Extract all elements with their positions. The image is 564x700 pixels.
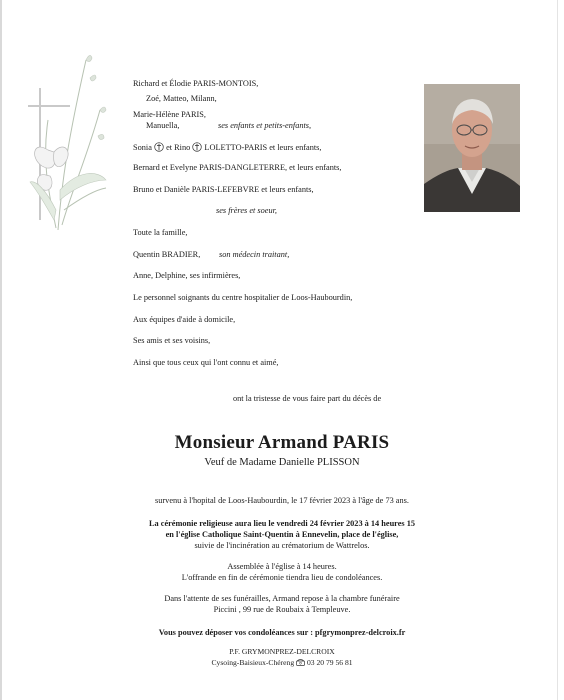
family-line-4-relation: ses enfants et petits-enfants, <box>218 121 312 130</box>
family-line-6: Bernard et Evelyne PARIS-DANGLETERRE, et leurs enfants, <box>133 163 342 172</box>
family-line-5 <box>133 142 322 152</box>
deceased-first-name: Monsieur Armand <box>174 432 328 453</box>
family-line-10-name: Quentin BRADIER, <box>133 250 201 259</box>
family-line-5-sonia: Sonia <box>133 143 152 152</box>
cross-in-circle-icon <box>154 142 164 152</box>
funeral-home-location: Cysoing-Baisieux-Chéreng <box>211 658 295 667</box>
ceremony-line-2: en l'église Catholique Saint-Quentin à Ennevelin, place de l'église, <box>165 530 399 539</box>
widow-line: Veuf de Madame Danielle PLISSON <box>204 457 360 468</box>
rest-line-1: Dans l'attente de ses funérailles, Armand repose à la chambre funéraire <box>164 594 400 603</box>
condolences-label: Vous pouvez déposer vos condoléances sur : <box>158 628 313 637</box>
ceremony-line-3: suivie de l'incinération au crématorium de Wattrelos. <box>194 541 370 550</box>
family-line-15: Ainsi que tous ceux qui l'ont connu et aimé, <box>133 358 279 367</box>
family-line-7: Bruno et Danièle PARIS-LEFEBVRE et leurs enfants, <box>133 185 314 194</box>
family-line-13: Aux équipes d'aide à domicile, <box>133 315 236 324</box>
offering-line: L'offrande en fin de cérémonie tiendra lieu de condoléances. <box>181 573 383 582</box>
family-line-12: Le personnel soignants du centre hospitalier de Loos-Haubourdin, <box>133 293 353 302</box>
ceremony-line-1: La cérémonie religieuse aura lieu le vendredi 24 février 2023 à 14 heures 15 <box>149 519 415 528</box>
death-details: survenu à l'hopital de Loos-Haubourdin, le 17 février 2023 à l'âge de 73 ans. <box>155 496 409 505</box>
family-line-1: Richard et Élodie PARIS-MONTOIS, <box>133 79 259 88</box>
funeral-home-contact <box>0 658 564 667</box>
funeral-home-phone[interactable]: 03 20 79 56 81 <box>306 658 353 667</box>
family-line-11: Anne, Delphine, ses infirmières, <box>133 271 241 280</box>
rest-line-2: Piccini , 99 rue de Roubaix à Templeuve. <box>213 605 351 614</box>
family-line-8-relation: ses frères et soeur, <box>216 206 277 215</box>
deceased-last-name: PARIS <box>332 432 390 453</box>
family-line-14: Ses amis et ses voisins, <box>133 336 211 345</box>
phone-icon <box>296 658 305 666</box>
family-line-2: Zoé, Matteo, Milann, <box>146 94 217 103</box>
family-line-9: Toute la famille, <box>133 228 188 237</box>
condolences-line <box>0 629 564 637</box>
portrait-photo <box>424 84 520 212</box>
family-line-10-relation: son médecin traitant, <box>219 250 290 259</box>
family-line-4-name: Manuella, <box>146 121 180 130</box>
condolences-website-link[interactable]: pfgrymonprez-delcroix.fr <box>315 628 406 637</box>
family-line-5-rest: LOLETTO-PARIS et leurs enfants, <box>204 143 322 152</box>
lily-cross-illustration <box>28 40 108 230</box>
funeral-home-name: P.F. GRYMONPREZ-DELCROIX <box>229 647 335 656</box>
announcement-text: ont la tristesse de vous faire part du décès de <box>233 394 382 403</box>
family-line-5-rino: et Rino <box>166 143 191 152</box>
family-line-3: Marie-Hélène PARIS, <box>133 110 206 119</box>
deceased-name <box>0 432 564 454</box>
cross-in-circle-icon <box>192 142 202 152</box>
assembly-line: Assemblée à l'église à 14 heures. <box>227 562 337 571</box>
